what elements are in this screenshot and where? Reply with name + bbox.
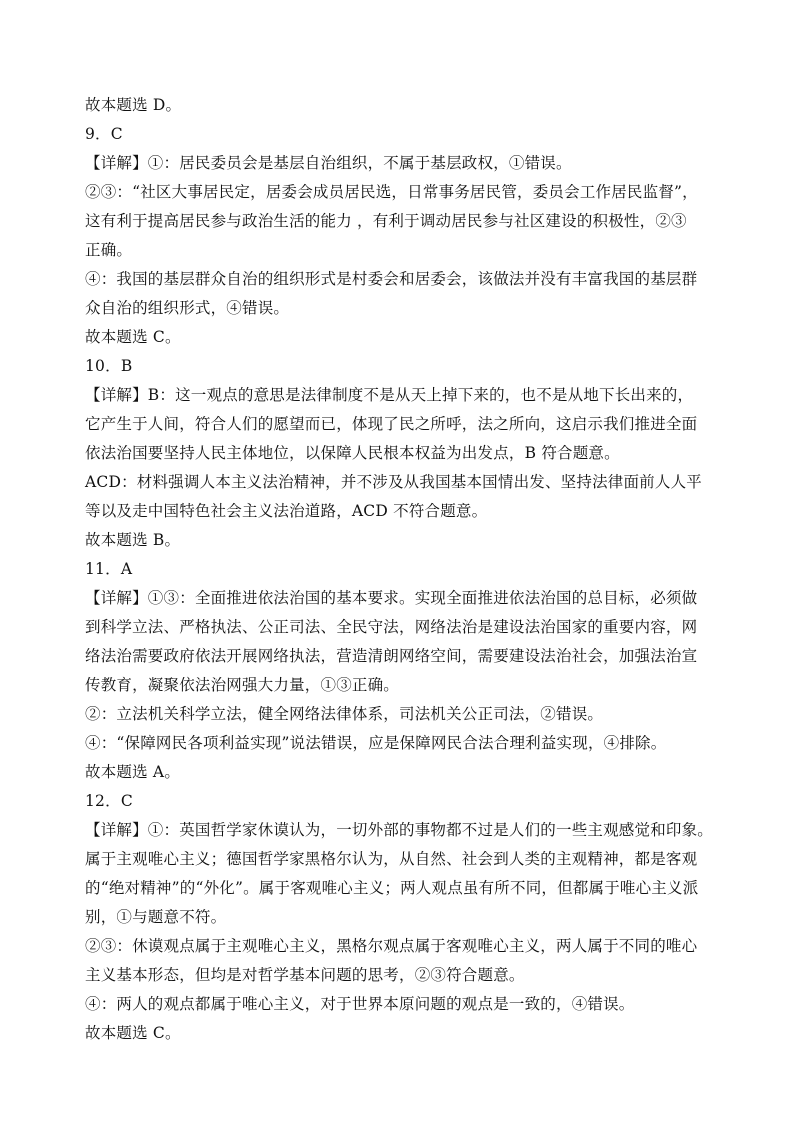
- question-11-explanation-line: 【详解】①③：全面推进依法治国的基本要求。实现全面推进依法治国的总目标，必须做: [85, 589, 698, 607]
- question-12-explanation-line: ②③：休谟观点属于主观唯心主义，黑格尔观点属于客观唯心主义，两人属于不同的唯心: [85, 937, 698, 955]
- question-12-explanation-line: ④：两人的观点都属于唯心主义，对于世界本原问题的观点是一致的，④错误。: [85, 995, 635, 1013]
- document-page: [85, 91, 725, 1048]
- question-10-answer: 10．B: [85, 357, 133, 375]
- question-12-explanation-line: 属于主观唯心主义；德国哲学家黑格尔认为，从自然、社会到人类的主观精神，都是客观: [85, 850, 698, 868]
- question-10-conclusion: 故本题选 B。: [85, 531, 181, 549]
- question-12-explanation-line: 【详解】①：英国哲学家休谟认为，一切外部的事物都不过是人们的一些主观感觉和印象。: [85, 821, 714, 839]
- question-10-explanation-line: 【详解】B：这一观点的意思是法律制度不是从天上掉下来的，也不是从地下长出来的，: [85, 386, 694, 404]
- question-12-explanation-line: 主义基本形态，但均是对哲学基本问题的思考，②③符合题意。: [85, 966, 525, 984]
- question-12-answer: 12．C: [85, 792, 133, 810]
- question-12-explanation-line: 的“绝对精神”的“外化”。属于客观唯心主义；两人观点虽有所不同，但都属于唯心主义派: [85, 879, 699, 897]
- question-10-explanation-line: 依法治国要坚持人民主体地位，以保障人民根本权益为出发点，B 符合题意。: [85, 444, 620, 462]
- question-11-explanation-line: ②：立法机关科学立法，健全网络法律体系，司法机关公正司法，②错误。: [85, 705, 604, 723]
- question-9-explanation-line: 众自治的组织形式，④错误。: [85, 299, 290, 317]
- question-11-explanation-line: 到科学立法、严格执法、公正司法、全民守法，网络法治是建设法治国家的重要内容，网: [85, 618, 698, 636]
- question-9-conclusion: 故本题选 C。: [85, 328, 181, 346]
- question-11-answer: 11．A: [85, 560, 133, 578]
- question-10-explanation-line: ACD：材料强调人本主义法治精神，并不涉及从我国基本国情出发、坚持法律面前人人平: [85, 473, 702, 491]
- question-11-explanation-line: 络法治需要政府依法开展网络执法，营造清朗网络空间，需要建设法治社会，加强法治宣: [85, 647, 698, 665]
- text-line-conclusion-8: 故本题选 D。: [85, 96, 182, 114]
- question-9-explanation-line: 【详解】①：居民委员会是基层自治组织，不属于基层政权，①错误。: [85, 154, 572, 172]
- question-10-explanation-line: 等以及走中国特色社会主义法治道路，ACD 不符合题意。: [85, 502, 488, 520]
- question-9-explanation-line: 这有利于提高居民参与政治生活的能力 ，有利于调动居民参与社区建设的积极性，②③: [85, 212, 687, 230]
- question-11-conclusion: 故本题选 A。: [85, 763, 181, 781]
- question-11-explanation-line: ④：“保障网民各项利益实现”说法错误，应是保障网民合法合理利益实现，④排除。: [85, 734, 667, 752]
- question-9-answer: 9．C: [85, 125, 123, 143]
- question-10-explanation-line: 它产生于人间，符合人们的愿望而已，体现了民之所呼，法之所向，这启示我们推进全面: [85, 415, 698, 433]
- question-12-conclusion: 故本题选 C。: [85, 1024, 181, 1042]
- question-11-explanation-line: 传教育，凝聚依法治网强大力量，①③正确。: [85, 676, 400, 694]
- question-12-explanation-line: 别，①与题意不符。: [85, 908, 227, 926]
- question-9-explanation-line: 正确。: [85, 241, 133, 259]
- question-9-explanation-line: ②③：“社区大事居民定，居委会成员居民选，日常事务居民管，委员会工作居民监督”，: [85, 183, 698, 201]
- question-9-explanation-line: ④：我国的基层群众自治的组织形式是村委会和居委会，该做法并没有丰富我国的基层群: [85, 270, 698, 288]
